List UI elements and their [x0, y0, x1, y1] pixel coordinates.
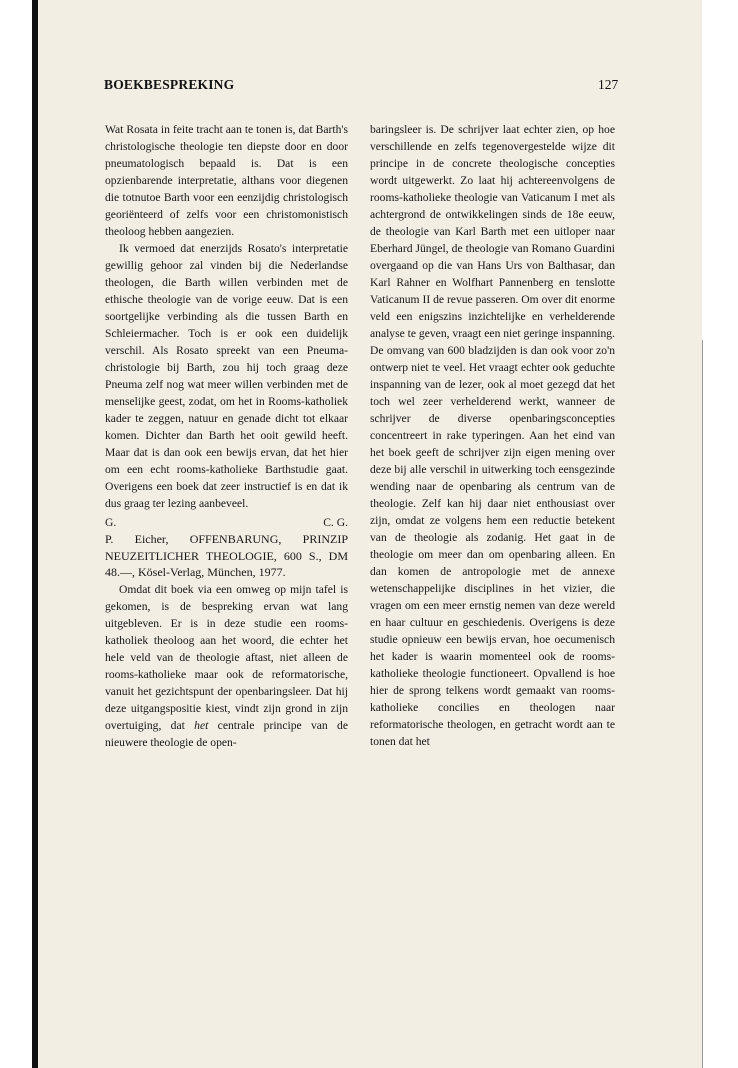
running-header-title: BOEKBESPREKING — [104, 77, 235, 92]
paragraph — [105, 581, 348, 751]
signature-left: G. — [105, 516, 117, 529]
book-reference: P. Eicher, OFFENBARUNG, PRINZIP NEUZEITLICHER THEOLOGIE, 600 S., DM 48.—, Kösel-Verlag, München, 1977. — [105, 532, 348, 579]
page-number: 127 — [598, 77, 619, 92]
paragraph: Ik vermoed dat enerzijds Rosato's interpretatie gewillig gehoor zal vinden bij die Nederlandse theologen, die Barth willen verbinden met de ethische theologie van de vorige eeuw. Dat is een soortgelijke verbinding als die tussen Barth en Schleiermacher. Toch is er ook een duidelijk verschil. Als Rosato spreekt van een Pneuma-christologie bij Barth, zou hij toch graag deze Pneuma zelf nog wat meer willen verbinden met de menselijke geest, zodat, om het in Rooms-katholiek kader te zeggen, natuur en genade dicht tot elkaar komen. Dichter dan Barth het ooit gewild heeft. Maar dat is dan ook een bewijs ervan, dat het hier om een echt rooms-katholieke Barthstudie gaat. Overigens een boek dat zeer instructief is en dat ik dus graag ter lezing aanbeveel. — [105, 242, 348, 510]
paragraph: Wat Rosata in feite tracht aan te tonen is, dat Barth's christologische theologie ten diepste door en door pneumatologisch bepaald is. Dat is een opzienbarende interpretatie, althans voor diegenen die totnutoe Barth voor een eenzijdig christologisch georiënteerd of zelfs voor een christomonistisch theoloog hebben aangezien. — [105, 123, 348, 238]
right-column — [370, 121, 615, 750]
scan-edge-bar — [32, 0, 38, 1068]
signature-right: C. G. — [323, 516, 348, 529]
emphasis-text: het — [194, 718, 209, 732]
scan-edge-line — [702, 340, 703, 1068]
paragraph: baringsleer is. De schrijver laat echter zien, op hoe verschillende en zelfs tegenovergestelde wijze dit principe in de concrete theologische concepties wordt uitgewerkt. Zo laat hij achtereenvolgens de rooms-katholieke theologie van Vaticanum I met als achtergrond de ontwikkelingen sinds de 18e eeuw, de theologie van Karl Barth met een uitloper naar Eberhard Jüngel, de theologie van Romano Guardini overgaand op die van Hans Urs von Balthasar, dan Karl Rahner en Wolfhart Pannenberg en tenslotte Vaticanum II de revue passeren. Om over dit enorme veld een enigszins inzichtelijke en verhelderende analyse te geven, vraagt een niet geringe inspanning. De omvang van 600 bladzijden is dan ook voor zo'n ontwerp niet te veel. Het vraagt echter ook geduchte inspanning van de lezer, ook al moet gezegd dat het toch wel zeer verhelderend werkt, wanneer de schrijver de diverse openbaringsconcepties concentreert in rake typeringen. Aan het eind van het boek geeft de schrijver zijn eigen mening over deze bij alle verschil in uitwerking toch eensgezinde wending naar de openbaring als centrum van de theologie. Zelf kan hij daar niet enthousiast over zijn, omdat ze volgens hem een reductie betekent van de theologie als zodanig. Het gaat in de theologie om meer dan om openbaring alleen. En dan komen de antropologie met de annexe wetenschappelijke disciplines in het vizier, die vragen om een meer ernstig nemen van deze wereld en haar cultuur en geschiedenis. Overigens is deze studie opnieuw een bewijs ervan, hoe oecumenisch het kader is waarin momenteel ook de rooms-katholieke theologie functioneert. Opvallend is hoe hier de sprong telkens wordt gemaakt van rooms-katholieke concilies en theologen naar reformatorische theologen, en getracht wordt aan te tonen dat het — [370, 123, 615, 748]
paragraph-text: Omdat dit boek via een omweg op mijn tafel is gekomen, is de bespreking ervan wat lang uitgebleven. Er is in deze studie een rooms-katholiek theoloog aan het woord, die echter het hele veld van de theologie aftast, niet alleen de rooms-katholieke maar ook de reformatorische, vanuit het gezichtspunt der openbaringsleer. Dat hij deze uitgangspositie kiest, vindt zijn grond in zijn overtuiging, dat — [105, 582, 348, 732]
left-column — [105, 121, 348, 751]
signature-line — [105, 514, 348, 531]
paragraph-text: centrale principe van de nieuwere theologie de open- — [105, 718, 348, 749]
